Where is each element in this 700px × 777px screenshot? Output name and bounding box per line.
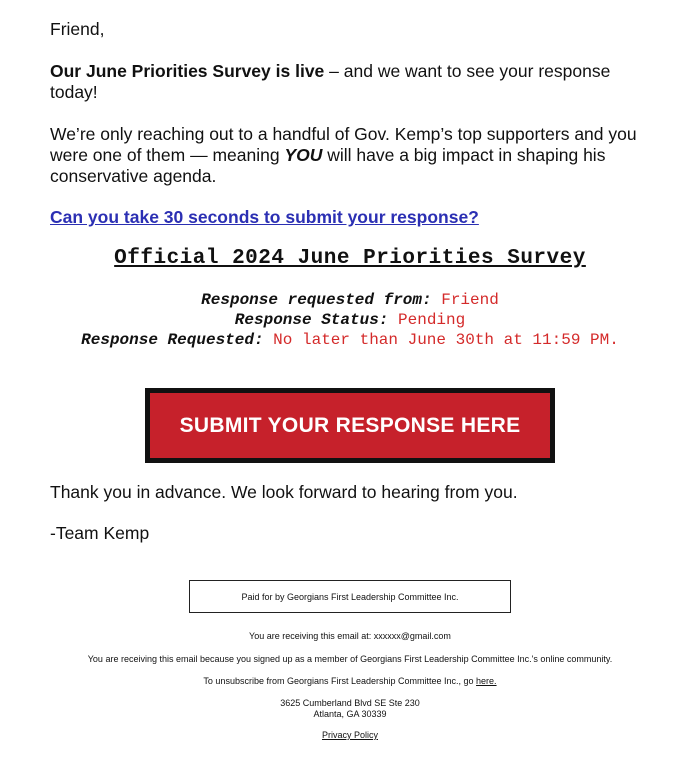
meta-from-value: Friend [431, 291, 499, 309]
thanks-paragraph: Thank you in advance. We look forward to hearing from you. [50, 482, 518, 502]
meta-deadline-label: Response Requested: [81, 331, 264, 349]
submit-button-frame [145, 388, 555, 463]
intro-bold: Our June Priorities Survey is live [50, 61, 325, 81]
unsubscribe-text: To unsubscribe from Georgians First Leadership Committee Inc., go [203, 676, 477, 686]
meta-deadline [60, 330, 640, 350]
paid-for-box: Paid for by Georgians First Leadership Committee Inc. [189, 580, 511, 613]
meta-from-label: Response requested from: [201, 291, 432, 309]
footer-privacy [0, 730, 700, 741]
cta-link-paragraph [50, 207, 650, 228]
meta-deadline-value: No later than June 30th at 11:59 PM. [263, 331, 619, 349]
footer-address-line2: Atlanta, GA 30339 [313, 709, 387, 719]
reach-emphasis: YOU [284, 145, 323, 165]
meta-status-value: Pending [388, 311, 466, 329]
footer-receiving: You are receiving this email at: xxxxxx@gmail.com [249, 631, 451, 641]
footer-unsubscribe [0, 676, 700, 687]
reach-before: We’re only reaching out to a handful of Gov. Kemp’s top supporters and you were one of them — meaning [50, 124, 637, 165]
intro-paragraph [50, 61, 650, 103]
reach-after: will have a big impact in shaping his conservative agenda. [50, 145, 606, 186]
unsubscribe-link[interactable]: here. [476, 676, 497, 686]
signoff: -Team Kemp [50, 523, 150, 543]
intro-rest: – and we want to see your response today! [50, 61, 611, 102]
greeting: Friend, [50, 19, 105, 39]
submit-response-button[interactable]: SUBMIT YOUR RESPONSE HERE [150, 393, 550, 458]
footer-reason: You are receiving this email because you signed up as a member of Georgians First Leadership Committee Inc.'s online community. [87, 654, 613, 664]
meta-status-label: Response Status: [234, 311, 389, 329]
meta-status [60, 310, 640, 330]
survey-title: Official 2024 June Priorities Survey [114, 247, 586, 270]
footer-address-line1: 3625 Cumberland Blvd SE Ste 230 [280, 698, 420, 708]
meta-from [60, 290, 640, 310]
privacy-policy-link[interactable]: Privacy Policy [321, 730, 378, 740]
survey-cta-link[interactable]: Can you take 30 seconds to submit your response? [50, 207, 479, 227]
reach-paragraph [50, 124, 650, 187]
